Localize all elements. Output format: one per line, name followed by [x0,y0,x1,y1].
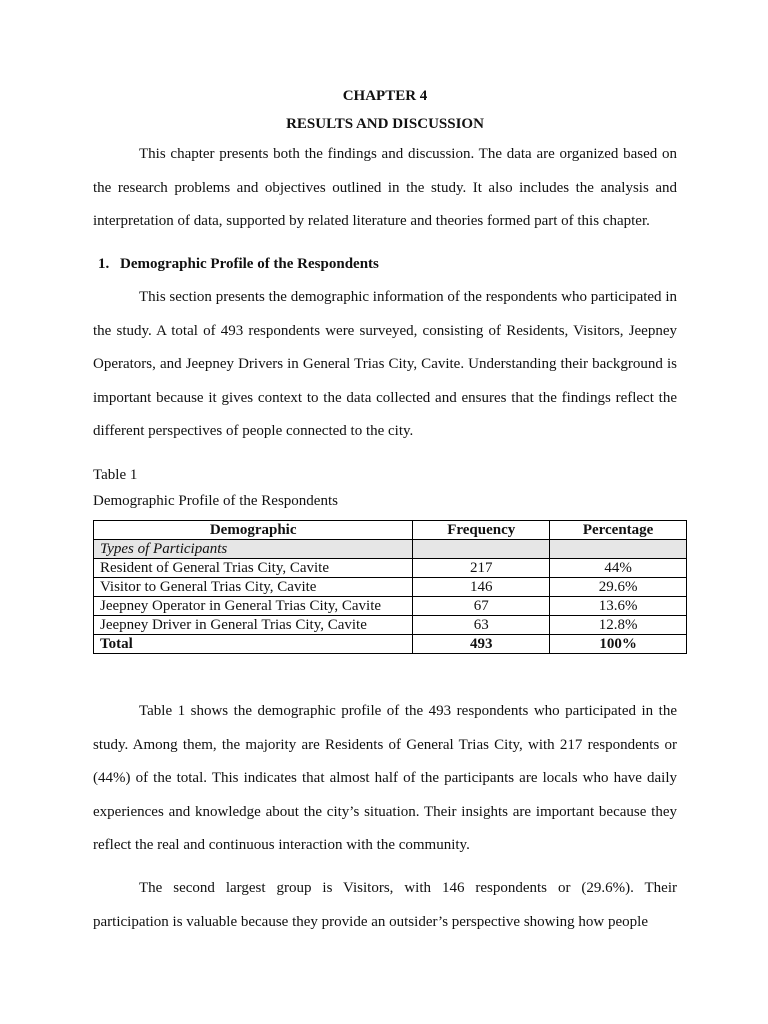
section-body-paragraph: This section presents the demographic information of the respondents who participated in the study. A total of 493 respondents were surveyed, consisting of Residents, Visitors, Jeepney Operators, and Jeepney Drivers in General Trias City, Cavite. Understanding their background is important because it gives context to the data collected and ensures that the findings reflect the different perspectives of people connected to the city. [93,289,677,439]
demographic-table [93,520,687,654]
row-frequency: 63 [413,616,550,635]
table-caption: Demographic Profile of the Respondents [93,493,338,509]
header-demographic: Demographic [94,521,413,540]
row-frequency: 217 [413,559,550,578]
row-percentage: 29.6% [550,578,687,597]
table-row [94,578,687,597]
subheader-empty [550,540,687,559]
table-subheader-row [94,540,687,559]
discussion-paragraph-1: Table 1 shows the demographic profile of the 493 respondents who participated in the study. Among them, the majority are Residents of General Trias City, with 217 respondents or (44%) of the total. This indicates that almost half of the participants are locals who have daily experiences and knowledge about the city’s situation. Their insights are important because they reflect the real and continuous interaction with the community. [93,703,677,853]
table-row [94,616,687,635]
subheader-empty [413,540,550,559]
table-header-row [94,521,687,540]
row-demographic: Jeepney Driver in General Trias City, Cavite [94,616,413,635]
subheader-label: Types of Participants [94,540,413,559]
total-frequency: 493 [413,635,550,654]
chapter-title: RESULTS AND DISCUSSION [286,116,484,132]
header-percentage: Percentage [550,521,687,540]
row-frequency: 67 [413,597,550,616]
chapter-label: CHAPTER 4 [342,88,428,104]
row-frequency: 146 [413,578,550,597]
row-percentage: 13.6% [550,597,687,616]
table-label: Table 1 [93,467,138,483]
row-percentage: 44% [550,559,687,578]
row-demographic: Resident of General Trias City, Cavite [94,559,413,578]
section-heading [98,256,379,273]
total-percentage: 100% [550,635,687,654]
total-label: Total [94,635,413,654]
row-demographic: Visitor to General Trias City, Cavite [94,578,413,597]
section-number: 1. [98,256,110,272]
intro-paragraph: This chapter presents both the findings and discussion. The data are organized based on the research problems and objectives outlined in the study. It also includes the analysis and interpretation of data, supported by related literature and theories formed part of this chapter. [93,146,677,229]
table-row [94,597,687,616]
discussion-paragraph-2: The second largest group is Visitors, with 146 respondents or (29.6%). Their participation is valuable because they provide an outsider’s perspective showing how people [93,880,677,930]
table-row [94,559,687,578]
section-title: Demographic Profile of the Respondents [120,256,379,272]
header-frequency: Frequency [413,521,550,540]
table-total-row [94,635,687,654]
row-demographic: Jeepney Operator in General Trias City, Cavite [94,597,413,616]
row-percentage: 12.8% [550,616,687,635]
